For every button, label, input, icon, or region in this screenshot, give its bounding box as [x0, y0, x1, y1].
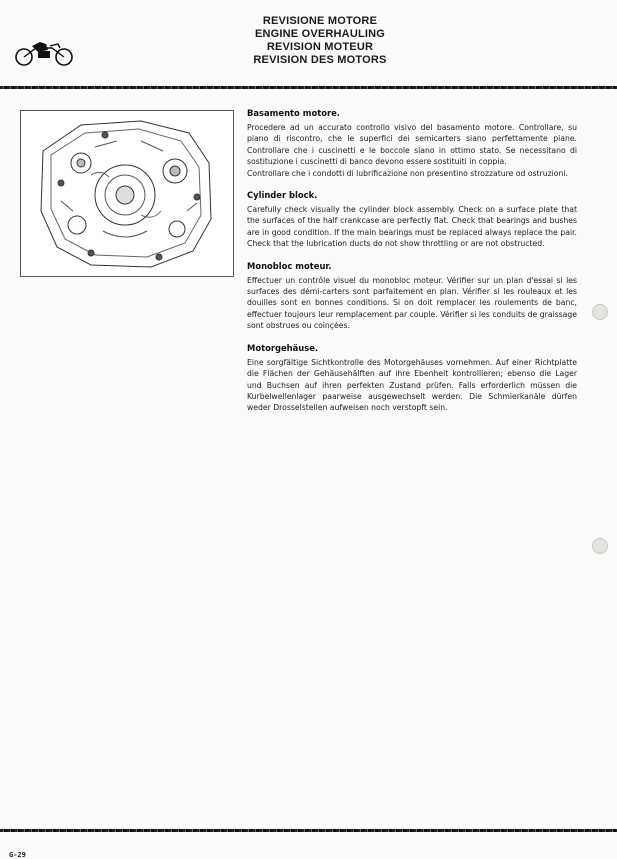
- binder-hole: [592, 538, 608, 554]
- header-divider: [0, 86, 617, 89]
- section-paragraph: Procedere ad un accurato controllo visivo del basamento motore. Controllare, su piano di riscontro, che le superfici dei semicarters siano perfettamente piane. Controllare che i cuscinetti e le boccole siano in ottimo stato. Se necessitano di sostituzione i cuscinetti di banco devono essere sostituiti in coppia.: [247, 123, 577, 167]
- title-german: REVISION DES MOTORS: [253, 54, 387, 66]
- title-italian: REVISIONE MOTORE: [262, 15, 378, 27]
- section-heading: Cylinder block.: [247, 190, 318, 201]
- section-heading: Motorgehäuse.: [247, 342, 319, 353]
- footer-divider: [0, 829, 617, 832]
- section-italian: [247, 108, 577, 179]
- section-french: [247, 261, 577, 332]
- section-heading: Basamento motore.: [247, 108, 340, 118]
- section-paragraph: Effectuer un contrôle visuel du monobloc moteur. Vérifier sur un plan d'essai si les surfaces des démi-carters sont parfaitement en plan. Vérifier si les rouleaux et les douilles sont en bonnes conditions. Si on doit remplacer les roulements de banc, effectuer toujours leur remplacement par couple. Vérifier si les conduits de graissage sont obstrues ou coinçées.: [247, 275, 577, 331]
- title-french: REVISION MOTEUR: [266, 41, 374, 53]
- text-column: [247, 108, 577, 425]
- crankcase-illustration: [20, 110, 234, 277]
- section-heading: Monobloc moteur.: [247, 260, 332, 271]
- motorcycle-icon: [14, 38, 74, 68]
- section-paragraph: Carefully check visually the cylinder block assembly. Check on a surface plate that the surfaces of the half crankcase are perfectly flat. Check that bearings and bushes are in good condition. If the main bearings must be replaced always replace the pair. Check that the lubrication ducts do not show throttling or are not obstructed.: [247, 205, 577, 249]
- page-header: [160, 15, 480, 67]
- page-number: G-29: [9, 851, 26, 859]
- section-german: [247, 343, 577, 414]
- binder-hole: [592, 304, 608, 320]
- title-english: ENGINE OVERHAULING: [254, 28, 386, 40]
- section-paragraph: Controllare che i condotti di lubrificazione non presentino strozzature od ostruzioni.: [247, 168, 568, 178]
- section-paragraph: Eine sorgfältige Sichtkontrolle des Motorgehäuses vornehmen. Auf einer Richtplatte die Flächen der Gehäusehälften auf ihre Ebenheit kontrollieren; ebenso die Lager und Buchsen auf ihren perfekten Zustand prüfen. Falls erforderlich müssen die Kurbelwellenlager paarweise ausgewechselt werden. Die Schmierkanäle dürfen weder Drosselstellen aufweisen noch verstopft sein.: [247, 357, 577, 413]
- section-english: [247, 190, 577, 250]
